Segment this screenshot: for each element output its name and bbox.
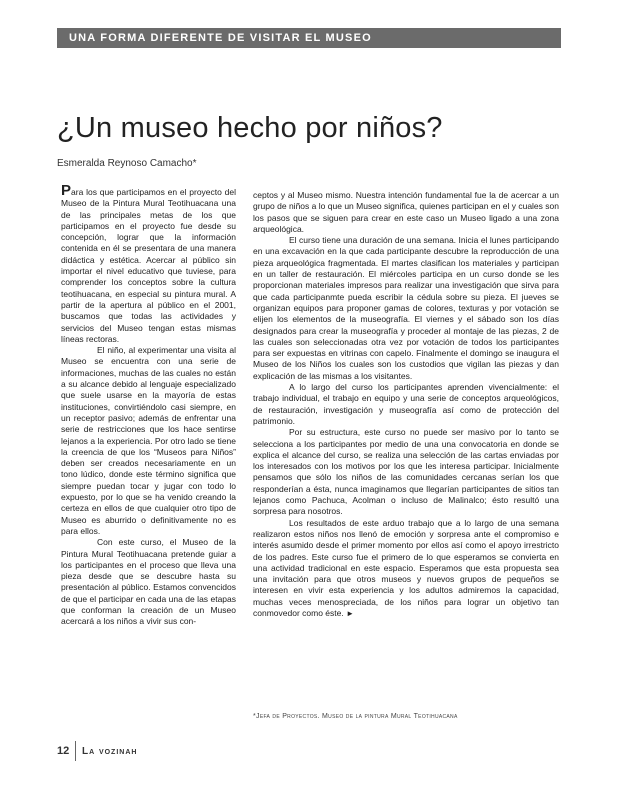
- right-paragraph-4: Por su estructura, este curso no puede ser masivo por lo tanto se selecciona a los participantes por medio de una una convocatoria en donde se explica el alcance del curso, se realiza una selección de las cartas enviadas por los interesados con los motivos por los que les interesa participar. Inicialmente pensamos que sólo los niños de las comunidades cercanas serían los que responderían a ésta, nunca imaginamos que llegarían participantes de sitios tan lejanos como Pachuca, Acolman o incluso de Malinalco; ésto resultó una sorpresa para nosotros.: [253, 427, 559, 517]
- left-paragraph-1: [61, 182, 236, 345]
- magazine-name: La vozinah: [82, 746, 138, 757]
- dropcap-letter: P: [61, 182, 72, 199]
- section-header-text: UNA FORMA DIFERENTE DE VISITAR EL MUSEO: [69, 32, 372, 44]
- right-paragraph-1: ceptos y al Museo mismo. Nuestra intención fundamental fue la de acercar a un grupo de niños a lo que un Museo significa, quienes participan en el y cuales son los pasos que se siguen para crear en este caso un Museo ligado a una zona arqueológica.: [253, 190, 559, 234]
- left-paragraph-1-text: ara los que participamos en el proyecto del Museo de la Pintura Mural Teotihuacana una de las principales metas de los que participamos en el proyecto fue desde su concepción, lograr que la información contenida en él se presentara de una manera didáctica y estética. Acercar al público sin importar el nivel educativo que tuviese, para comprender los conceptos sobre la cultura teotihuacana, en especial su pintura mural. A partir de la apertura al público en el 2001, buscamos que todas las actividades y servicios del Museo tengan estas mismas líneas rectoras.: [61, 187, 236, 344]
- author-footnote: *Jefa de Proyectos. Museo de la pintura Mural Teotihuacana: [253, 713, 458, 720]
- article-title: ¿Un museo hecho por niños?: [57, 112, 443, 144]
- left-paragraph-2: El niño, al experimentar una visita al Museo se encuentra con una serie de informaciones, muchas de las cuales no están a su alcance debido al lenguaje especializado que suele usarse en la mayoría de estas instituciones, convirtiéndolo casi siempre, en un receptor pasivo; además de enfrentar una serie de restricciones que los hace sentirse lejanos a la experiencia. Por otro lado se tiene la creencia de que los “Museos para Niños” deben ser creados necesariamente en un tono lúdico, donde este término significa que siempre puedan tocar y jugar con todo lo expuesto, por lo que se ha venido creando la certeza en ellos de que cualquier otro tipo de Museo es aburrido o definitivamente no es para ellos.: [61, 345, 236, 536]
- right-paragraph-3: A lo largo del curso los participantes aprenden vivencialmente: el trabajo individual, el trabajo en equipo y una serie de conceptos arqueológicos, de restauración, investigación y museografía así como de protección del patrimonio.: [253, 382, 559, 426]
- right-column: [253, 190, 559, 619]
- left-paragraph-3: Con este curso, el Museo de la Pintura Mural Teotihuacana pretende guiar a los participantes en el proceso que lleva una pieza desde que se descubre hasta su presentación al público. Estamos convencidos de que el participar en cada una de las etapas que conforman la creación de un Museo acercará a los niños a vivir sus con-: [61, 537, 236, 627]
- left-column: [61, 182, 236, 628]
- right-paragraph-2: El curso tiene una duración de una semana. Inicia el lunes participando en una excavación en la que cada participante descubre la reproducción de una pieza arqueológica fragmentada. El martes clasifican los materiales y participan en un taller de restauración. El miércoles participa en un curso donde se les proporcionan materiales impresos para realizar una investigación que sirva para que cada participanmte pueda escribir la cédula sobre su pieza. El jueves se organizan equipos para proponer gamas de colores, texturas y por votación se elijen los elementos de la museografía. El viernes y el sábado son los días designados para crear la museografía y proceder al montaje de las piezas, 2 de las cuales son seleccionadas otra vez por votación de todos los participantes para ser expuestas en vitrinas con capelo. Finalmente el domingo se inaugura el Museo de los Niños los cuales son los custodios que vigilan las piezas y dan explicación de las mismas a los visitantes.: [253, 235, 559, 381]
- end-mark-icon: ►: [346, 608, 355, 618]
- page-number: 12: [57, 745, 70, 757]
- right-paragraph-5: [253, 518, 559, 620]
- section-header-band: [57, 28, 561, 48]
- article-author: Esmeralda Reynoso Camacho*: [57, 158, 197, 169]
- right-paragraph-5-text: Los resultados de este arduo trabajo que a lo largo de una semana realizaron estos niños nos llenó de emoción y sorpresa ante el compromiso e interés asumido desde el primer momento por ellos así como el apoyo irrestricto de los padres. Este curso fue el primero de lo que esperamos se convierta en una actividad tradicional en este espacio. Esperamos que esta propuesta sea una invitación para que otros museos y nuevos grupos de pequeños se interesen en vivir esta experiencia y los adultos admiremos la capacidad, muchas veces menospreciada, de los niños para lograr un objetivo tan conmovedor como éste.: [253, 517, 559, 618]
- footer-divider: [75, 741, 76, 761]
